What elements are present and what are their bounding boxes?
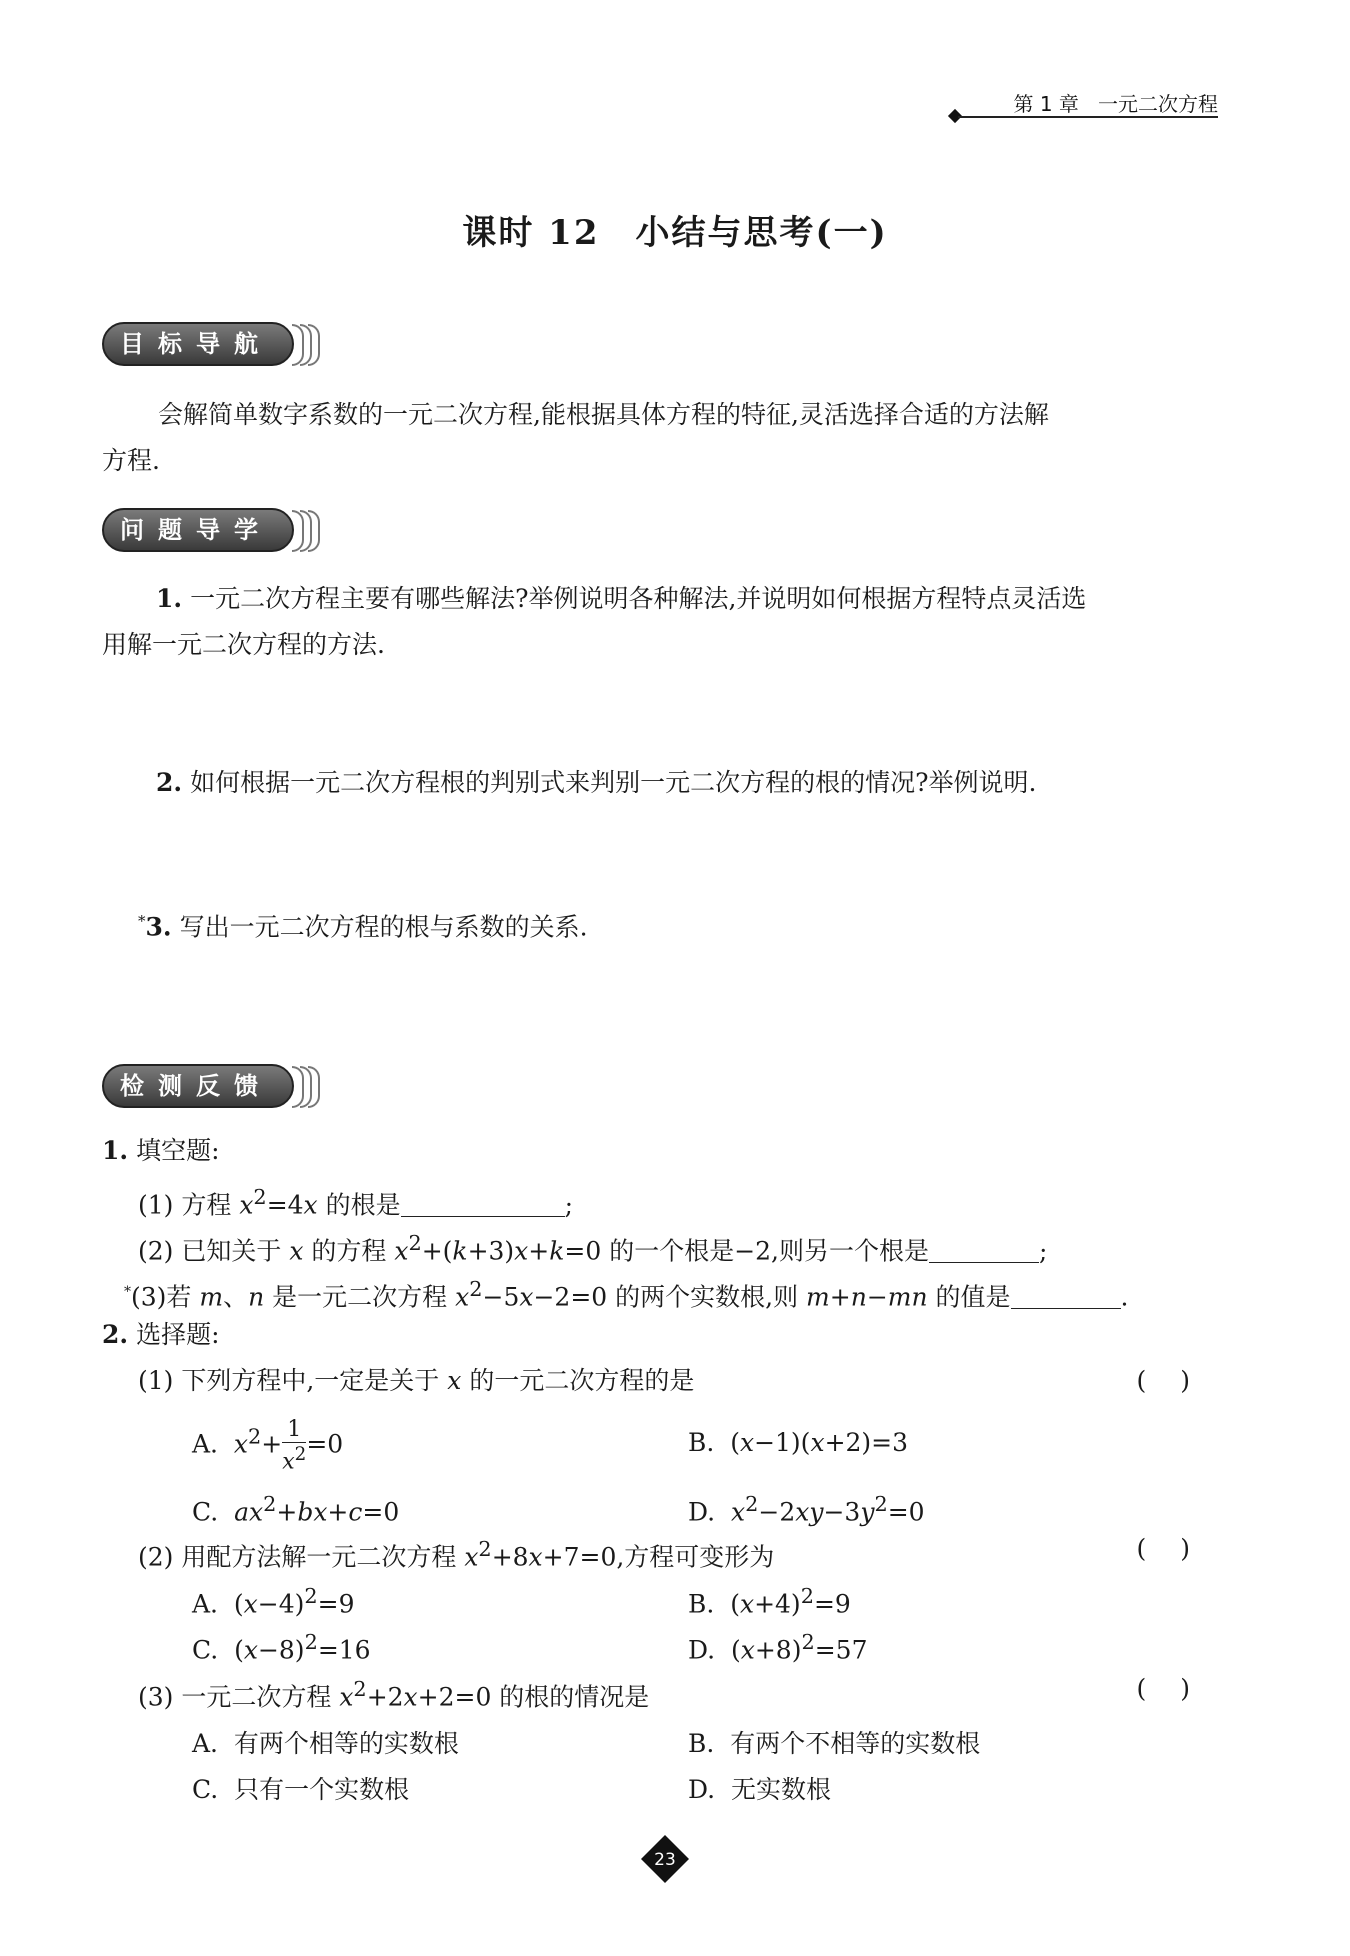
question-number: 3.: [145, 912, 172, 942]
option-d[interactable]: D. $(x+8)^2=57$: [688, 1630, 868, 1665]
option-b[interactable]: B. 有两个不相等的实数根: [688, 1729, 981, 1758]
option-a[interactable]: A. $(x-4)^2=9$: [192, 1584, 355, 1619]
section-badge-questions: [102, 508, 320, 554]
answer-blank[interactable]: [1011, 1278, 1121, 1309]
option-d[interactable]: D. 无实数根: [688, 1775, 831, 1804]
chapter-title: 一元二次方程: [1098, 92, 1218, 116]
problem-number: 1.: [102, 1136, 129, 1165]
badge-arc: [308, 510, 320, 552]
option-b[interactable]: B. $(x+4)^2=9$: [688, 1584, 851, 1619]
answer-blank[interactable]: [929, 1232, 1039, 1263]
option-a[interactable]: A. 有两个相等的实数根: [192, 1729, 459, 1758]
section-badge-feedback: [102, 1064, 320, 1110]
choice-item-1: (1) 下列方程中,一定是关于 x 的一元二次方程的是: [138, 1366, 695, 1395]
choice-heading: [102, 1312, 220, 1358]
question-text: 一元二次方程主要有哪些解法?举例说明各种解法,并说明如何根据方程特点灵活选: [190, 584, 1087, 613]
problem-title: 填空题:: [136, 1136, 220, 1165]
fill-item-2: (2) 已知关于 x 的方程 $x^2+(k+3)x+k=0$ 的一个根是−2,则另一个根是 ;: [138, 1231, 1048, 1266]
question-1-line1: [156, 576, 1086, 622]
choice-item-2: (2) 用配方法解一元二次方程 $x^2+8x+7=0$,方程可变形为: [138, 1537, 775, 1572]
lesson-title: 课时 12 小结与思考(一): [462, 213, 888, 253]
chapter-number: 第 1 章: [1013, 92, 1079, 116]
badge-arc: [308, 1066, 320, 1108]
section-badge-goal: [102, 322, 320, 368]
answer-parentheses[interactable]: (): [1136, 1674, 1224, 1703]
option-c[interactable]: C. 只有一个实数根: [192, 1775, 410, 1804]
question-1-line2: 用解一元二次方程的方法.: [102, 630, 385, 659]
problem-title: 选择题:: [136, 1320, 220, 1349]
option-d[interactable]: D. $x^2-2xy-3y^2=0$: [688, 1492, 925, 1527]
answer-blank[interactable]: [401, 1186, 565, 1217]
badge-label: 检测反馈: [102, 1064, 294, 1108]
question-text: 如何根据一元二次方程根的判别式来判别一元二次方程的根的情况?举例说明.: [190, 768, 1037, 797]
page-number-badge: [640, 1834, 690, 1884]
question-number: 1.: [156, 584, 183, 613]
optional-star: *: [138, 912, 146, 930]
choice-item-3: (3) 一元二次方程 $x^2+2x+2=0$ 的根的情况是: [138, 1677, 650, 1712]
question-text: 写出一元二次方程的根与系数的关系.: [179, 912, 588, 942]
option-c[interactable]: C. $ax^2+bx+c=0$: [192, 1492, 400, 1527]
option-a[interactable]: A. $x^2+$ $\frac{1}{x^2}$ =0: [192, 1417, 344, 1475]
answer-parentheses[interactable]: (): [1136, 1366, 1224, 1395]
option-b[interactable]: B. (x−1)(x+2)=3: [688, 1428, 909, 1457]
badge-label: 目标导航: [102, 322, 294, 366]
option-c[interactable]: C. $(x-8)^2=16$: [192, 1630, 371, 1665]
fill-item-3: *(3)若 m、n 是一元二次方程 $x^2-5x-2=0$ 的两个实数根,则 m+n−mn 的值是 .: [124, 1277, 1129, 1312]
goal-text-line1: 会解简单数字系数的一元二次方程,能根据具体方程的特征,灵活选择合适的方法解: [158, 400, 1049, 429]
badge-arc: [308, 324, 320, 366]
goal-text-line2: 方程.: [102, 446, 160, 475]
fill-item-1: (1) 方程 $x^2=4x$ 的根是 ;: [138, 1185, 574, 1220]
question-2: [156, 760, 1036, 806]
answer-parentheses[interactable]: (): [1136, 1534, 1224, 1563]
problem-number: 2.: [102, 1320, 129, 1349]
badge-label: 问题导学: [102, 508, 294, 552]
page-number: 23: [654, 1850, 676, 1870]
question-number: 2.: [156, 768, 183, 797]
chapter-header: [1013, 88, 1218, 117]
fill-in-heading: [102, 1128, 220, 1174]
question-3: [138, 898, 588, 950]
